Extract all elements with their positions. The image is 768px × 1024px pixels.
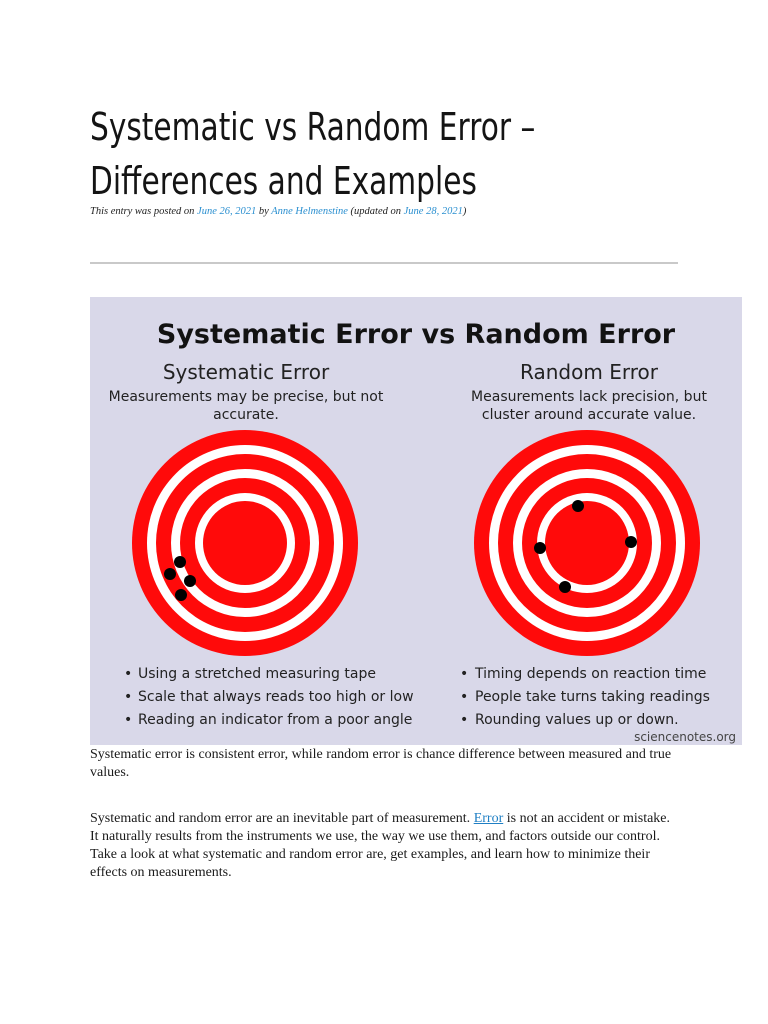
systematic-desc-line-2: accurate.: [213, 407, 279, 423]
post-byline: [90, 206, 466, 217]
systematic-hit-dot: [175, 589, 187, 601]
random-hit-dot: [572, 500, 584, 512]
random-desc-line-1: Measurements lack precision, but: [471, 389, 707, 405]
updated-date-link[interactable]: June 28, 2021: [403, 206, 463, 217]
systematic-error-title: Systematic Error: [162, 360, 330, 384]
systematic-bullet-marker: •: [124, 712, 133, 728]
posted-date-link[interactable]: June 26, 2021: [197, 206, 257, 217]
systematic-desc-line-1: Measurements may be precise, but not: [108, 389, 384, 405]
title-line-1: Systematic vs Random Error –: [90, 105, 536, 149]
systematic-hit-dot: [164, 568, 176, 580]
byline-suffix: ): [462, 206, 467, 217]
random-bullet-marker: •: [460, 689, 469, 705]
random-bullet-3: Rounding values up or down.: [475, 712, 679, 728]
random-target: [474, 430, 700, 656]
byline-updated-prefix: (updated on: [347, 206, 404, 217]
intro-text-after: is not an accident or mistake. It naturally results from the instruments we use, the way we use them, and factors outside our control. Take a look at what systematic and random error are, get examples, and learn how to minimize their effects on measurements.: [90, 811, 671, 880]
intro-text-before: Systematic and random error are an inevitable part of measurement.: [90, 811, 474, 826]
systematic-bullet-3: Reading an indicator from a poor angle: [138, 712, 413, 728]
title-divider: [90, 262, 678, 264]
infographic-heading: Systematic Error vs Random Error: [156, 319, 676, 350]
random-hit-dot: [559, 581, 571, 593]
systematic-target: [132, 430, 358, 656]
title-line-2: Differences and Examples: [90, 159, 477, 203]
intro-paragraph: [90, 810, 680, 882]
random-hit-dot: [625, 536, 637, 548]
author-link[interactable]: Anne Helmenstine: [271, 206, 348, 217]
random-bullet-marker: •: [460, 666, 469, 682]
random-bullet-1: Timing depends on reaction time: [475, 666, 707, 682]
systematic-bullet-marker: •: [124, 666, 133, 682]
random-desc-line-2: cluster around accurate value.: [481, 407, 697, 423]
systematic-hit-dot: [174, 556, 186, 568]
byline-prefix: This entry was posted on: [90, 206, 198, 217]
watermark: sciencenotes.org: [634, 730, 736, 744]
error-infographic: [90, 297, 742, 745]
error-link[interactable]: Error: [473, 811, 504, 826]
random-error-title: Random Error: [520, 360, 658, 384]
random-bullet-marker: •: [460, 712, 469, 728]
article-title: [90, 100, 691, 208]
random-hit-dot: [534, 542, 546, 554]
systematic-bullet-marker: •: [124, 689, 133, 705]
byline-by: by: [256, 206, 272, 217]
caption-paragraph: Systematic error is consistent error, while random error is chance difference between measured and true values.: [90, 747, 672, 780]
random-bullet-2: People take turns taking readings: [475, 689, 710, 705]
systematic-bullet-2: Scale that always reads too high or low: [138, 689, 414, 705]
systematic-bullet-1: Using a stretched measuring tape: [138, 666, 376, 682]
systematic-hit-dot: [184, 575, 196, 587]
